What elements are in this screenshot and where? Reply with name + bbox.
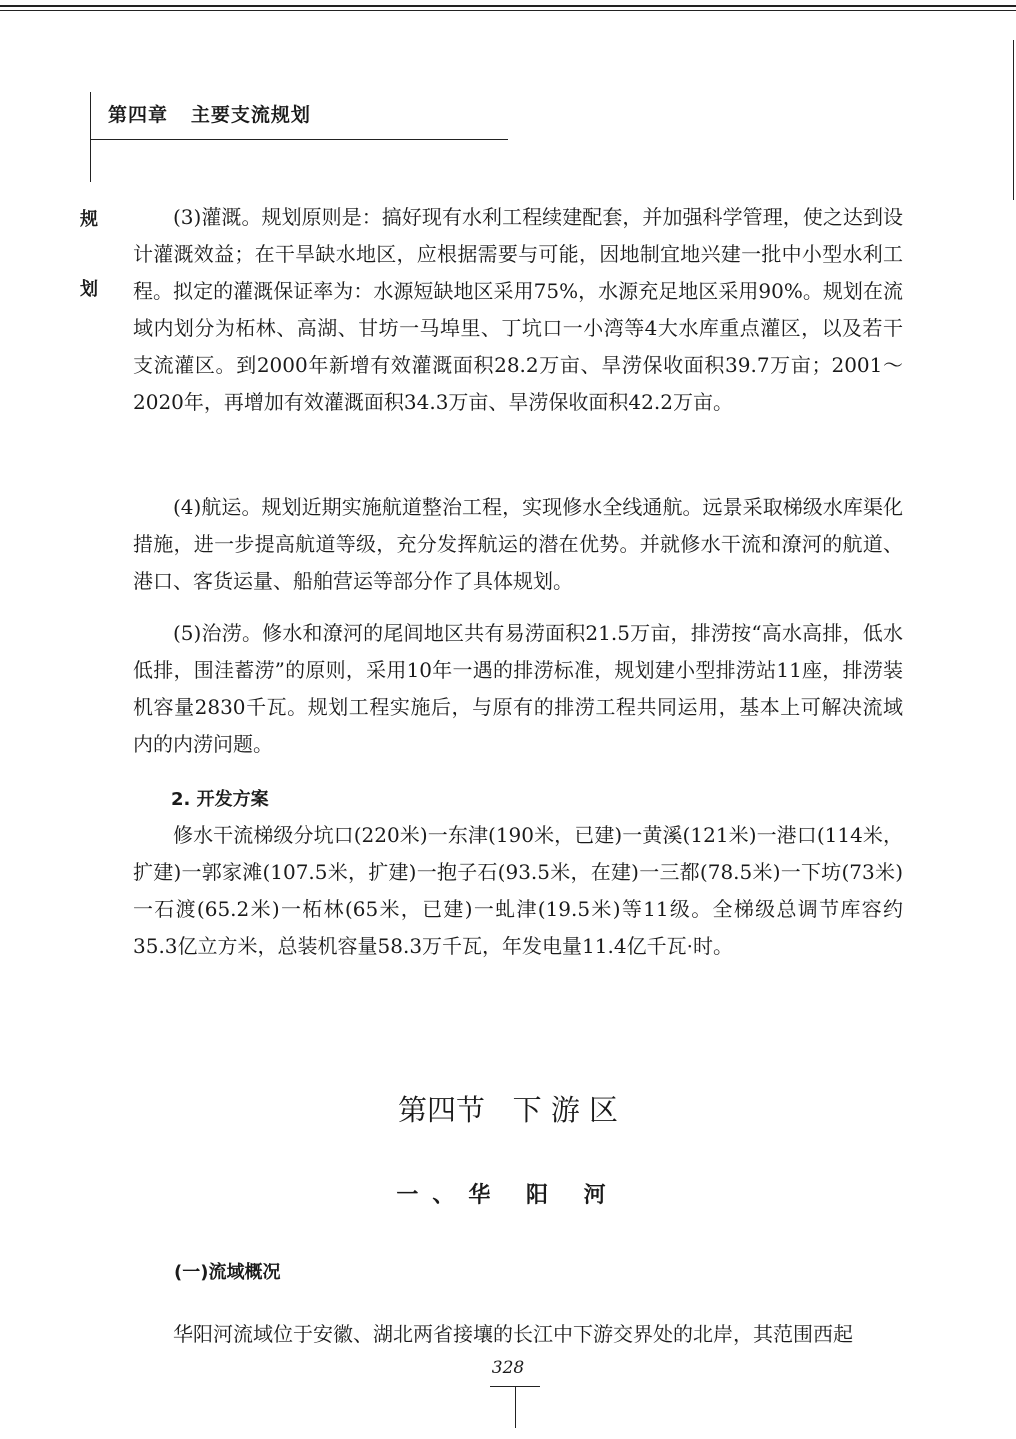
margin-char-hua: 划 <box>80 279 98 300</box>
margin-char-gui: 规 <box>80 209 98 230</box>
paragraph-cascade-scheme: 修水干流梯级分坑口(220米)一东津(190米，已建)一黄溪(121米)一港口(114米，扩建)一郭家滩(107.5米，扩建)一抱子石(93.5米，在建)一三都(78.5米)一下坊(73米)一石渡(65.2米)一柘林(65米，已建)一虬津(19.5米)等11级。全梯级总调节库容约35.3亿立方米，总装机容量58.3万千瓦，年发电量11.4亿千瓦·时。 <box>133 823 903 958</box>
footer-vertical-rule <box>515 1386 516 1428</box>
right-edge-mark <box>1013 40 1014 200</box>
subhead-development-scheme: 2. 开发方案 <box>171 789 269 810</box>
paragraph-navigation: (4)航运。规划近期实施航道整治工程，实现修水全线通航。远景采取梯级水库渠化措施，进一步提高航道等级，充分发挥航运的潜在优势。并就修水干流和潦河的航道、港口、客货运量、船舶营运等部分作了具体规划。 <box>133 495 903 593</box>
header-left-vertical-rule <box>90 92 91 182</box>
paragraph-huayang-basin: 华阳河流域位于安徽、湖北两省接壤的长江中下游交界处的北岸，其范围西起 <box>173 1322 853 1346</box>
paragraph-waterlogging: (5)治涝。修水和潦河的尾闾地区共有易涝面积21.5万亩，排涝按“高水高排，低水低排，围洼蓄涝”的原则，采用10年一遇的排涝标准，规划建小型排涝站11座，排涝装机容量2830千瓦。规划工程实施后，与原有的排涝工程共同运用，基本上可解决流域内的内涝问题。 <box>133 621 903 756</box>
chapter-header: 第四章 主要支流规划 <box>108 104 311 126</box>
river-title: 一、华 阳 河 <box>396 1183 620 1208</box>
top-rule <box>0 5 1016 7</box>
paragraph-irrigation: (3)灌溉。规划原则是：搞好现有水利工程续建配套，并加强科学管理，使之达到设计灌溉效益；在干旱缺水地区，应根据需要与可能，因地制宜地兴建一批中小型水利工程。拟定的灌溉保证率为：水源短缺地区采用75%，水源充足地区采用90%。规划在流域内划分为柘林、高湖、甘坊一马埠里、丁坑口一小湾等4大水库重点灌区，以及若干支流灌区。到2000年新增有效灌溉面积28.2万亩、旱涝保收面积39.7万亩；2001～2020年，再增加有效灌溉面积34.3万亩、旱涝保收面积42.2万亩。 <box>133 205 903 414</box>
subhead-basin-overview: (一)流域概况 <box>174 1262 281 1283</box>
header-underline <box>90 139 508 140</box>
page-number: 328 <box>491 1358 525 1378</box>
section-title: 第四节 下 游 区 <box>397 1093 619 1127</box>
top-rule-thin <box>0 10 1016 11</box>
